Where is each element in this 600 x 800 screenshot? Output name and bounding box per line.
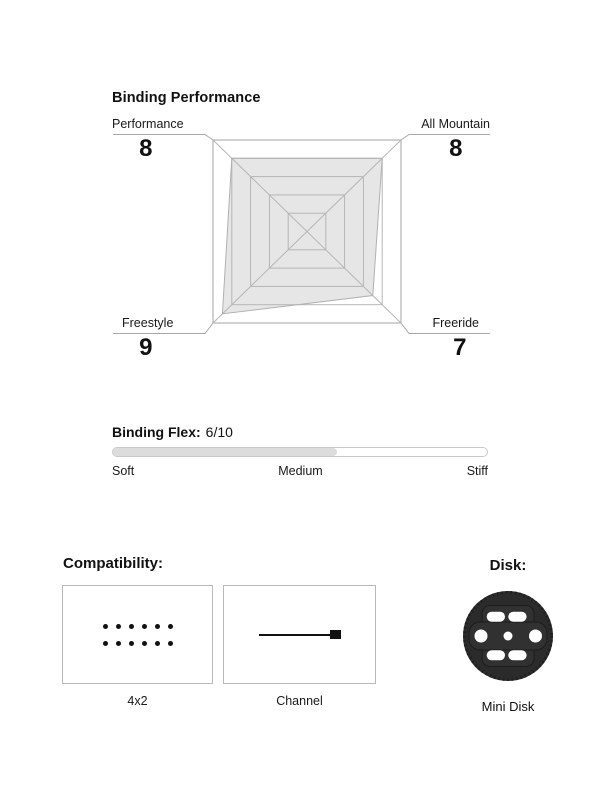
channel-icon <box>259 630 341 639</box>
axis-label-freestyle: Freestyle <box>122 316 174 330</box>
flex-scale-soft: Soft <box>112 464 135 478</box>
flex-scale-labels <box>112 464 488 478</box>
compat-caption-channel: Channel <box>276 694 323 708</box>
compat-option-channel <box>223 585 376 684</box>
bolt-row <box>103 641 173 646</box>
axis-label-performance: Performance <box>112 117 184 131</box>
flex-scale-medium: Medium <box>278 464 323 478</box>
flex-scale-stiff: Stiff <box>466 464 488 478</box>
compatibility-heading: Compatibility: <box>63 555 163 572</box>
disk-caption: Mini Disk <box>481 699 535 714</box>
radar-title: Binding Performance <box>112 90 261 106</box>
axis-label-freeride: Freeride <box>432 316 479 330</box>
axis-label-all-mountain: All Mountain <box>421 117 490 131</box>
flex-heading <box>112 424 233 440</box>
flex-gauge-track <box>112 447 488 457</box>
compat-option-4x2 <box>62 585 213 684</box>
flex-fill <box>113 448 337 456</box>
disk-heading: Disk: <box>489 557 527 574</box>
axis-value-freeride: 7 <box>453 334 467 361</box>
compat-caption-4x2: 4x2 <box>127 694 148 708</box>
mini-disk-icon <box>461 589 555 683</box>
flex-heading-value: 6/10 <box>205 424 233 440</box>
axis-value-freestyle: 9 <box>139 334 153 361</box>
bolt-row <box>103 624 173 629</box>
4x2-bolt-pattern-icon <box>103 624 173 646</box>
axis-value-all-mountain: 8 <box>449 135 463 162</box>
axis-value-performance: 8 <box>139 135 153 162</box>
flex-heading-label: Binding Flex: <box>112 424 201 440</box>
